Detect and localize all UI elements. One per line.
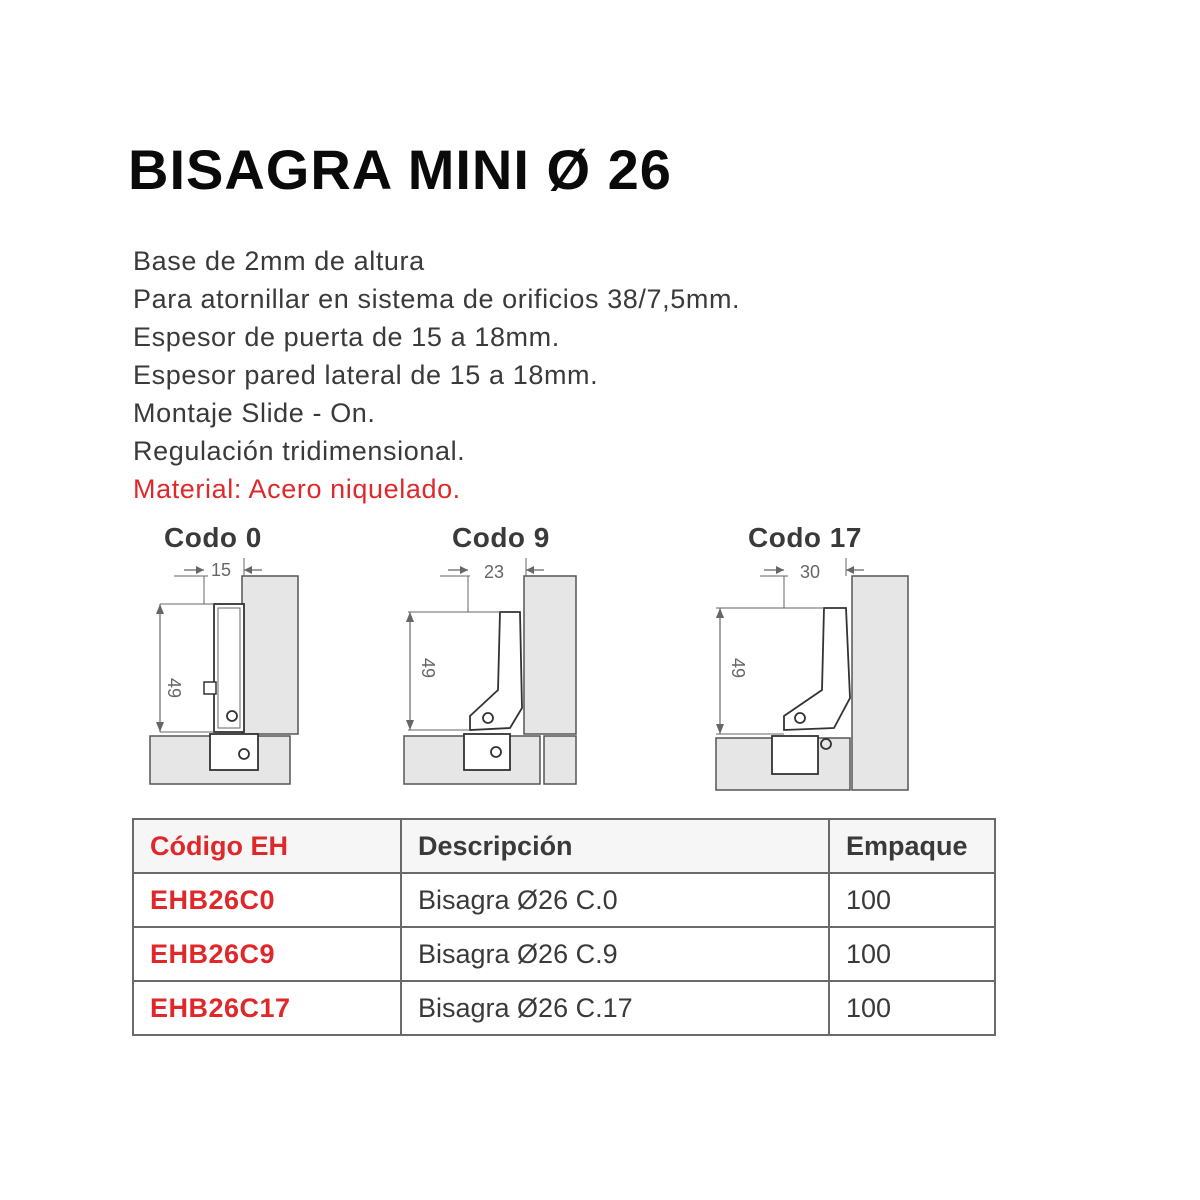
cell-code: EHB26C9 [133,927,401,981]
hinge-illustration [140,520,310,800]
hinge-diagram-codo-0 [140,520,310,800]
width-dimension: 15 [211,560,232,580]
cell-package: 100 [829,873,995,927]
column-header-package: Empaque [829,819,995,873]
table-row [133,927,995,981]
column-header-code: Código EH [133,819,401,873]
width-dimension: 23 [484,562,505,582]
spec-item: Para atornillar en sistema de orificios 38/7,5mm. [133,284,741,314]
product-table [132,818,996,1036]
cell-code: EHB26C17 [133,981,401,1035]
diagram-label: Codo 17 [748,522,862,553]
hinge-illustration [712,520,912,800]
hinge-illustration [400,520,585,800]
height-dimension: 49 [728,658,748,679]
table-row [133,873,995,927]
spec-item: Montaje Slide - On. [133,398,376,428]
table-header-row [133,819,995,873]
table-row [133,981,995,1035]
spec-item: Espesor de puerta de 15 a 18mm. [133,322,560,352]
spec-item: Base de 2mm de altura [133,246,425,276]
cell-code: EHB26C0 [133,873,401,927]
spec-item: Regulación tridimensional. [133,436,466,466]
spec-item: Espesor pared lateral de 15 a 18mm. [133,360,599,390]
diagram-label: Codo 9 [452,522,550,553]
cell-description: Bisagra Ø26 C.17 [401,981,829,1035]
cell-description: Bisagra Ø26 C.9 [401,927,829,981]
spec-list [133,242,740,508]
cell-description: Bisagra Ø26 C.0 [401,873,829,927]
cell-package: 100 [829,981,995,1035]
column-header-description: Descripción [401,819,829,873]
hinge-diagram-codo-9 [400,520,585,800]
page-title: BISAGRA MINI Ø 26 [128,138,672,201]
height-dimension: 49 [164,678,184,699]
cell-package: 100 [829,927,995,981]
width-dimension: 30 [800,562,821,582]
diagram-label: Codo 0 [164,522,262,553]
hinge-diagram-codo-17 [712,520,912,800]
height-dimension: 49 [418,658,438,679]
spec-item-material: Material: Acero niquelado. [133,474,461,504]
